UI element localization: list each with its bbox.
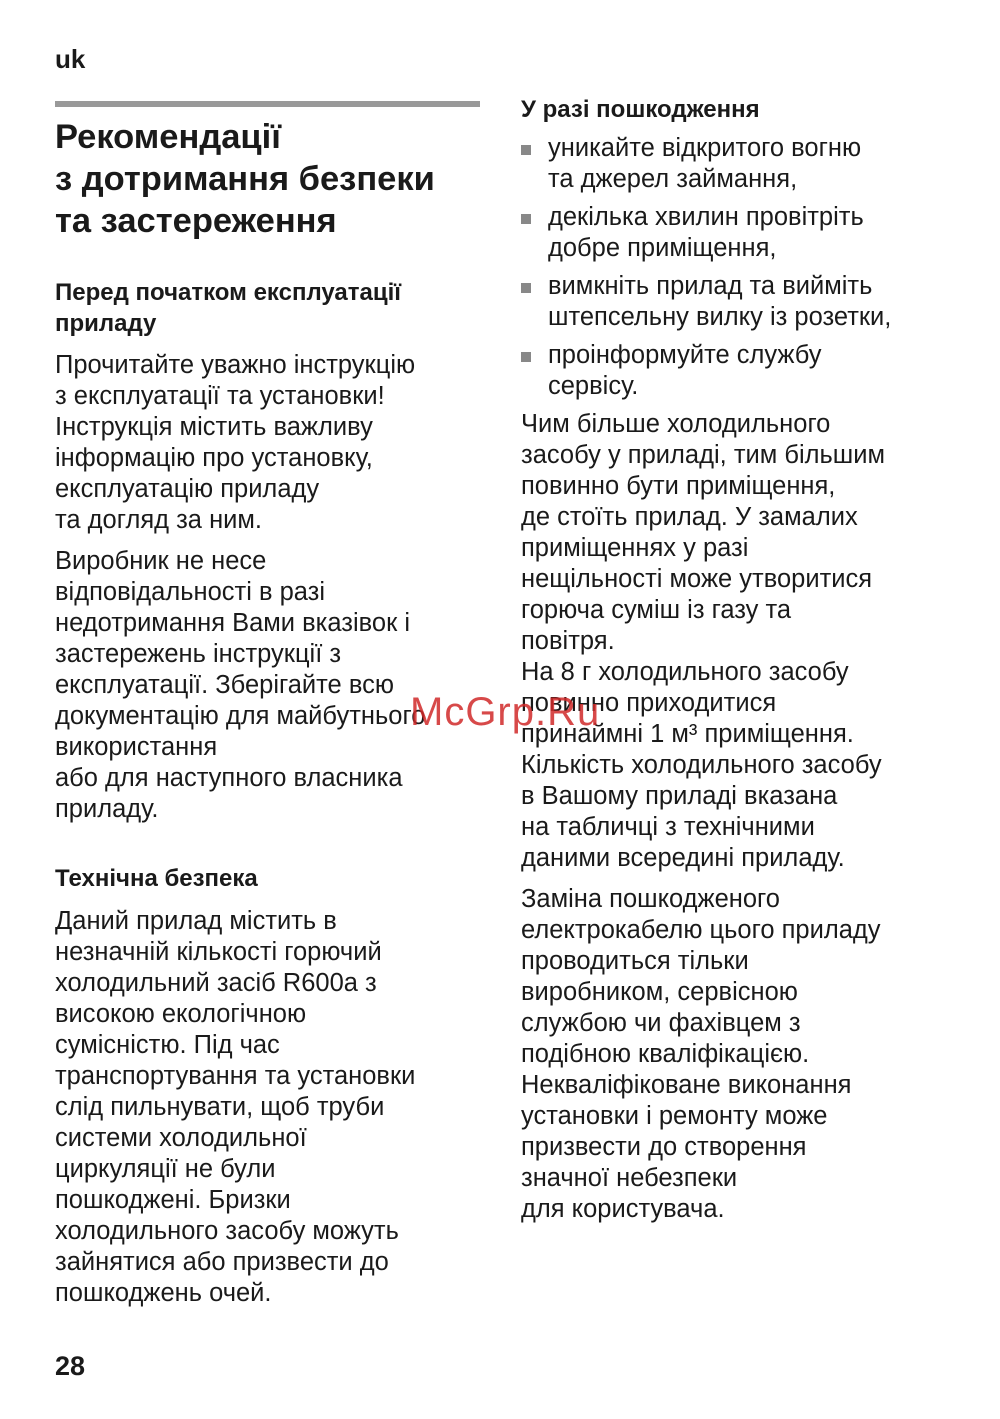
page-number: 28 (55, 1351, 86, 1381)
paragraph-refrigerant-info: Даний прилад містить в незначній кількості горючий холодильний засіб R600a з високою екологічною сумісністю. Під час транспортування та установки слід пильнувати, щоб труби системи холодильної циркуляції не були пошкоджені. Бризки холодильного засобу можуть зайнятися або призвести до пошкоджень очей. (55, 907, 416, 1307)
list-item (521, 133, 961, 195)
square-bullet-icon (521, 352, 531, 362)
square-bullet-icon (521, 283, 531, 293)
watermark: McGrp.Ru (410, 690, 601, 734)
right-column (521, 94, 961, 1225)
paragraph-cable-replacement: Заміна пошкодженого електрокабелю цього приладу проводиться тільки виробником, сервісною службою чи фахівцем з подібною кваліфікацією. Некваліфіковане виконання установки і ремонту може призвести до створення значної небезпеки для користувача. (521, 885, 881, 1223)
title-rule (55, 101, 480, 107)
section-heading-in-case-of-damage: У разі пошкодження (521, 96, 760, 123)
list-item-text: уникайте відкритого вогню та джерел займання, (548, 134, 862, 193)
square-bullet-icon (521, 214, 531, 224)
list-item-text: вимкніть прилад та вийміть штепсельну вилку із розетки, (548, 272, 892, 331)
square-bullet-icon (521, 145, 531, 155)
paragraph-manufacturer-liability: Виробник не несе відповідальності в разі недотримання Вами вказівок і застережень інструкції з експлуатації. Зберігайте всю документацію для майбутнього використання або для наступного власника приладу. (55, 547, 426, 823)
paragraph-read-instructions: Прочитайте уважно інструкцію з експлуатації та установки! Інструкція містить важливу інформацію про установку, експлуатацію приладу та догляд за ним. (55, 351, 416, 534)
list-item-text: проінформуйте службу сервісу. (548, 341, 822, 400)
paragraph-refrigerant-ratio: На 8 г холодильного засобу повинно приходитися принаймні 1 м³ приміщення. Кількість холодильного засобу в Вашому приладі вказана на табличці з технічними даними всередині приладу. (521, 658, 882, 872)
section-heading-before-use: Перед початком експлуатації приладу (55, 279, 402, 337)
damage-instructions-list (521, 133, 961, 402)
list-item-text: декілька хвилин провітріть добре приміщення, (548, 203, 864, 262)
paragraph-room-size: Чим більше холодильного засобу у приладі, тим більшим повинно бути приміщення, де стоїть прилад. У замалих приміщеннях у разі нещільності може утворитися горюча суміш із газу та повітря. (521, 410, 886, 655)
list-item (521, 340, 961, 402)
page-title: Рекомендації з дотримання безпеки та застереження (55, 118, 435, 240)
list-item (521, 202, 961, 264)
language-code: uk (55, 44, 86, 74)
list-item (521, 271, 961, 333)
section-heading-technical-safety: Технічна безпека (55, 865, 258, 892)
